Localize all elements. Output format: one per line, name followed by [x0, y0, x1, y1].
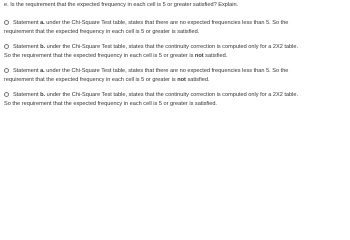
- option-text: under the Chi-Square Test table, states that the continuity correction is computed only for a 2X2 table.: [45, 92, 299, 98]
- option-text: under the Chi-Square Test table, states that there are no expected frequencies less than 5. So the: [44, 20, 289, 26]
- answer-option-1[interactable]: [4, 19, 346, 37]
- question-text: e. Is the requirement that the expected frequency in each cell is 5 or greater satisfied? Explain.: [4, 2, 239, 8]
- option-line-1: [4, 91, 346, 100]
- option-text: satisfied.: [185, 77, 210, 83]
- radio-button[interactable]: [4, 92, 9, 97]
- statement-label: b.: [40, 44, 46, 50]
- option-text: satisfied.: [203, 53, 228, 59]
- option-text: requirement that the expected frequency in each cell is 5 or greater is satisfied.: [4, 29, 200, 35]
- option-line-2: [4, 100, 346, 109]
- option-text: requirement that the expected frequency in each cell is 5 or greater is: [4, 77, 178, 83]
- answer-option-3[interactable]: [4, 67, 346, 85]
- option-line-1: [4, 19, 346, 28]
- option-line-2: [4, 28, 346, 37]
- answer-option-2[interactable]: [4, 43, 346, 61]
- option-prefix: Statement: [13, 44, 41, 50]
- option-line-2: [4, 52, 346, 61]
- option-line-1: [4, 67, 346, 76]
- option-text: So the requirement that the expected frequency in each cell is 5 or greater is: [4, 53, 195, 59]
- statement-label: a.: [40, 68, 45, 74]
- option-line-1: [4, 43, 346, 52]
- emphasis-text: not: [177, 77, 186, 83]
- option-line-2: [4, 76, 346, 85]
- answer-option-4[interactable]: [4, 91, 346, 109]
- radio-button[interactable]: [4, 68, 9, 73]
- radio-button[interactable]: [4, 44, 9, 49]
- option-text: under the Chi-Square Test table, states that the continuity correction is computed only for a 2X2 table.: [45, 44, 299, 50]
- radio-button[interactable]: [4, 20, 9, 25]
- option-prefix: Statement: [13, 92, 41, 98]
- emphasis-text: not: [194, 53, 204, 59]
- statement-label: b.: [40, 92, 46, 98]
- answer-options: [4, 19, 346, 115]
- option-text: under the Chi-Square Test table, states that there are no expected frequencies less than 5. So the: [44, 68, 289, 74]
- option-prefix: Statement: [13, 20, 41, 26]
- option-prefix: Statement: [13, 68, 41, 74]
- option-text: So the requirement that the expected frequency in each cell is 5 or greater is satisfied.: [4, 101, 217, 107]
- statement-label: a.: [40, 20, 45, 26]
